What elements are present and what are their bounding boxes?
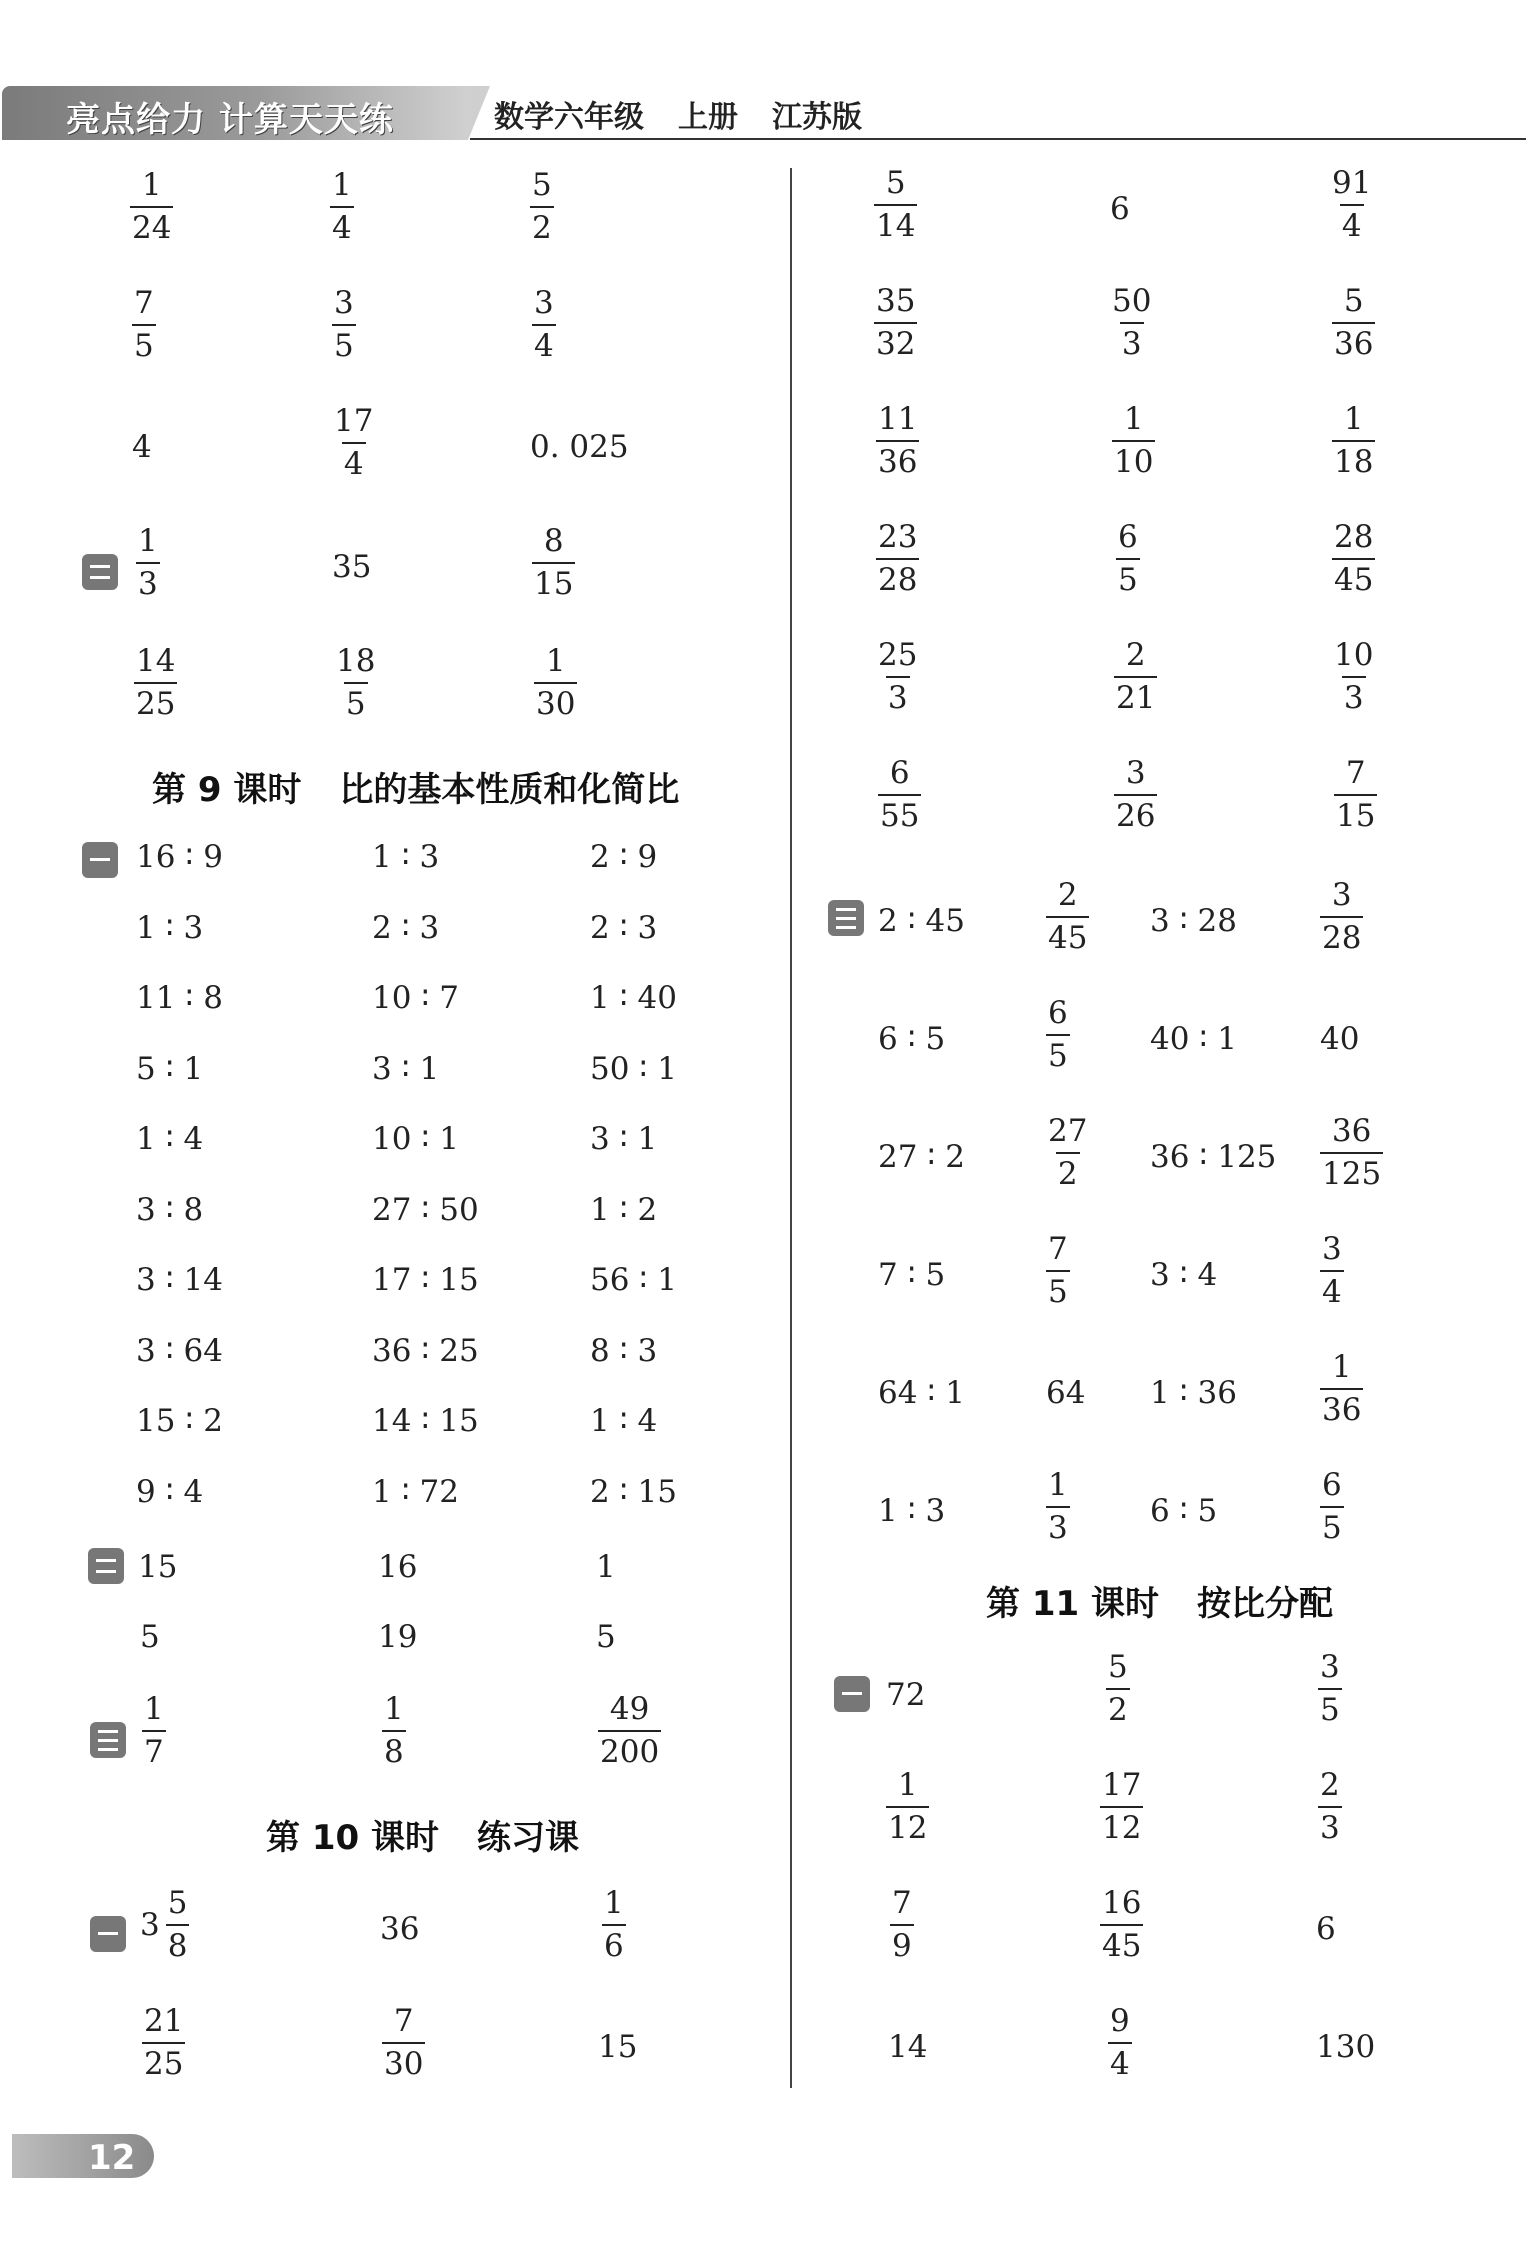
part-one-marker bbox=[834, 1676, 870, 1712]
part-three-marker bbox=[828, 900, 864, 936]
ratio-answer: 64 bbox=[1046, 1375, 1086, 1411]
ratio-answer: 27 ∶ 50 bbox=[372, 1192, 479, 1228]
part-two-marker bbox=[88, 1548, 124, 1584]
answer-fraction: $\frac{1}{6}$ bbox=[604, 1885, 624, 1964]
answer-value: 15 bbox=[598, 2029, 638, 2065]
ratio-answer: 16 ∶ 9 bbox=[136, 839, 223, 875]
mixed-number: 3 $\frac{5}{8}$ bbox=[140, 1885, 188, 1964]
answer-fraction: $\frac{16}{45}$ bbox=[1102, 1885, 1142, 1964]
answer-fraction: $\frac{50}{3}$ bbox=[1112, 283, 1152, 362]
ratio-answer: 36 ∶ 125 bbox=[1150, 1139, 1277, 1175]
answer-fraction: $\frac{7}{30}$ bbox=[384, 2003, 424, 2082]
answer-fraction: $\frac{49}{200}$ bbox=[600, 1691, 660, 1770]
answer-fraction: $\frac{1}{3}$ bbox=[1048, 1467, 1068, 1546]
part-one-marker bbox=[82, 842, 118, 878]
ratio-answer: 40 ∶ 1 bbox=[1150, 1021, 1237, 1057]
answer-value: 15 bbox=[138, 1549, 178, 1585]
answer-value: 14 bbox=[888, 2029, 928, 2065]
header-subject: 数学六年级 bbox=[494, 100, 644, 135]
ratio-answer: 3 ∶ 1 bbox=[590, 1121, 658, 1157]
answer-fraction: $\frac{5}{36}$ bbox=[1334, 283, 1374, 362]
answer-fraction: $\frac{3}{4}$ bbox=[534, 285, 554, 364]
answer-value: 4 bbox=[132, 429, 152, 465]
answer-value: 36 bbox=[380, 1911, 420, 1947]
answer-fraction: $\frac{7}{5}$ bbox=[134, 285, 154, 364]
answer-fraction: $\frac{18}{5}$ bbox=[336, 643, 376, 722]
ratio-answer: 6 ∶ 5 bbox=[1150, 1493, 1218, 1529]
ratio-answer: 2 ∶ 9 bbox=[590, 839, 658, 875]
ratio-answer: 2 ∶ 45 bbox=[878, 903, 965, 939]
answer-value: 5 bbox=[140, 1619, 160, 1655]
answer-value: 40 bbox=[1320, 1021, 1360, 1057]
page-number: 12 bbox=[88, 2138, 136, 2178]
answer-fraction: $\frac{2}{45}$ bbox=[1048, 877, 1088, 956]
brand-title: 亮点给力 计算天天练 bbox=[66, 100, 394, 140]
answer-value: 5 bbox=[596, 1619, 616, 1655]
ratio-answer: 1 ∶ 3 bbox=[372, 839, 440, 875]
ratio-answer: 50 ∶ 1 bbox=[590, 1051, 677, 1087]
answer-value: 1 bbox=[596, 1549, 616, 1585]
answer-fraction: $\frac{3}{5}$ bbox=[334, 285, 354, 364]
answer-fraction: $\frac{3}{5}$ bbox=[1320, 1649, 1340, 1728]
answer-value: 6 bbox=[1316, 1911, 1336, 1947]
answer-fraction: $\frac{1}{24}$ bbox=[132, 167, 172, 246]
header-rule bbox=[470, 138, 1526, 140]
answer-fraction: $\frac{1}{18}$ bbox=[1334, 401, 1374, 480]
answer-fraction: $\frac{2}{3}$ bbox=[1320, 1767, 1340, 1846]
ratio-answer: 3 ∶ 64 bbox=[136, 1333, 223, 1369]
answer-fraction: $\frac{1}{10}$ bbox=[1114, 401, 1154, 480]
answer-fraction: $\frac{7}{9}$ bbox=[892, 1885, 912, 1964]
ratio-answer: 10 ∶ 1 bbox=[372, 1121, 459, 1157]
answer-fraction: $\frac{6}{5}$ bbox=[1048, 995, 1068, 1074]
answer-fraction: $\frac{17}{4}$ bbox=[334, 403, 374, 482]
column-divider bbox=[790, 168, 792, 2088]
ratio-answer: 56 ∶ 1 bbox=[590, 1262, 677, 1298]
answer-fraction: $\frac{5}{2}$ bbox=[532, 167, 552, 246]
answer-value: 16 bbox=[378, 1549, 418, 1585]
answer-fraction: $\frac{27}{2}$ bbox=[1048, 1113, 1088, 1192]
answer-fraction: $\frac{6}{5}$ bbox=[1118, 519, 1138, 598]
answer-value: 35 bbox=[332, 549, 372, 585]
answer-fraction: $\frac{9}{4}$ bbox=[1110, 2003, 1130, 2082]
header-edition: 江苏版 bbox=[772, 100, 862, 135]
answer-fraction: $\frac{36}{125}$ bbox=[1322, 1113, 1382, 1192]
ratio-answer: 2 ∶ 15 bbox=[590, 1474, 677, 1510]
answer-fraction: $\frac{6}{5}$ bbox=[1322, 1467, 1342, 1546]
ratio-answer: 6 ∶ 5 bbox=[878, 1021, 946, 1057]
ratio-answer: 3 ∶ 4 bbox=[1150, 1257, 1218, 1293]
ratio-answer: 2 ∶ 3 bbox=[590, 910, 658, 946]
answer-fraction: $\frac{17}{12}$ bbox=[1102, 1767, 1142, 1846]
answer-fraction: $\frac{8}{15}$ bbox=[534, 523, 574, 602]
answer-fraction: $\frac{3}{28}$ bbox=[1322, 877, 1362, 956]
answer-fraction: $\frac{91}{4}$ bbox=[1332, 165, 1372, 244]
answer-fraction: $\frac{35}{32}$ bbox=[876, 283, 916, 362]
answer-fraction: $\frac{1}{8}$ bbox=[384, 1691, 404, 1770]
answer-fraction: $\frac{1}{4}$ bbox=[332, 167, 352, 246]
answer-fraction: $\frac{1}{12}$ bbox=[888, 1767, 928, 1846]
ratio-answer: 1 ∶ 3 bbox=[878, 1493, 946, 1529]
answer-fraction: $\frac{10}{3}$ bbox=[1334, 637, 1374, 716]
part-three-marker bbox=[90, 1722, 126, 1758]
answer-fraction: $\frac{3}{4}$ bbox=[1322, 1231, 1342, 1310]
answer-fraction: $\frac{5}{2}$ bbox=[1108, 1649, 1128, 1728]
answer-value: 0. 025 bbox=[530, 429, 629, 465]
ratio-answer: 1 ∶ 4 bbox=[590, 1403, 658, 1439]
answer-fraction: $\frac{1}{3}$ bbox=[138, 523, 158, 602]
section-heading-lesson10: 第 10 课时 练习课 bbox=[266, 1818, 579, 1858]
ratio-answer: 1 ∶ 4 bbox=[136, 1121, 204, 1157]
ratio-answer: 9 ∶ 4 bbox=[136, 1474, 204, 1510]
ratio-answer: 36 ∶ 25 bbox=[372, 1333, 479, 1369]
answer-fraction: $\frac{21}{25}$ bbox=[144, 2003, 184, 2082]
ratio-answer: 3 ∶ 1 bbox=[372, 1051, 440, 1087]
answer-fraction: $\frac{23}{28}$ bbox=[878, 519, 918, 598]
ratio-answer: 5 ∶ 1 bbox=[136, 1051, 204, 1087]
ratio-answer: 15 ∶ 2 bbox=[136, 1403, 223, 1439]
ratio-answer: 7 ∶ 5 bbox=[878, 1257, 946, 1293]
ratio-answer: 3 ∶ 14 bbox=[136, 1262, 223, 1298]
header-info bbox=[494, 92, 896, 136]
answer-fraction: $\frac{2}{21}$ bbox=[1116, 637, 1156, 716]
answer-fraction: $\frac{7}{5}$ bbox=[1048, 1231, 1068, 1310]
answer-fraction: $\frac{1}{36}$ bbox=[1322, 1349, 1362, 1428]
answer-fraction: $\frac{7}{15}$ bbox=[1336, 755, 1376, 834]
ratio-answer: 3 ∶ 28 bbox=[1150, 903, 1237, 939]
ratio-answer: 17 ∶ 15 bbox=[372, 1262, 479, 1298]
section-heading-lesson9: 第 9 课时 比的基本性质和化简比 bbox=[152, 770, 680, 810]
answer-fraction: $\frac{1}{30}$ bbox=[536, 643, 576, 722]
part-one-marker bbox=[90, 1916, 126, 1952]
ratio-answer: 10 ∶ 7 bbox=[372, 980, 459, 1016]
answer-fraction: $\frac{28}{45}$ bbox=[1334, 519, 1374, 598]
answer-value: 6 bbox=[1110, 191, 1130, 227]
answer-fraction: $\frac{1}{7}$ bbox=[144, 1691, 164, 1770]
section-heading-lesson11: 第 11 课时 按比分配 bbox=[986, 1584, 1333, 1624]
answer-fraction: $\frac{3}{26}$ bbox=[1116, 755, 1156, 834]
answer-fraction: $\frac{5}{14}$ bbox=[876, 165, 916, 244]
ratio-answer: 3 ∶ 8 bbox=[136, 1192, 204, 1228]
ratio-answer: 1 ∶ 3 bbox=[136, 910, 204, 946]
ratio-answer: 1 ∶ 36 bbox=[1150, 1375, 1237, 1411]
ratio-answer: 14 ∶ 15 bbox=[372, 1403, 479, 1439]
answer-fraction: $\frac{14}{25}$ bbox=[136, 643, 176, 722]
ratio-answer: 27 ∶ 2 bbox=[878, 1139, 965, 1175]
ratio-answer: 1 ∶ 2 bbox=[590, 1192, 658, 1228]
ratio-answer: 1 ∶ 72 bbox=[372, 1474, 459, 1510]
header-volume: 上册 bbox=[678, 100, 738, 135]
answer-fraction: $\frac{6}{55}$ bbox=[880, 755, 920, 834]
ratio-answer: 8 ∶ 3 bbox=[590, 1333, 658, 1369]
ratio-answer: 1 ∶ 40 bbox=[590, 980, 677, 1016]
answer-value: 130 bbox=[1316, 2029, 1376, 2065]
ratio-answer: 2 ∶ 3 bbox=[372, 910, 440, 946]
ratio-answer: 11 ∶ 8 bbox=[136, 980, 223, 1016]
answer-fraction: $\frac{11}{36}$ bbox=[878, 401, 918, 480]
ratio-answer: 64 ∶ 1 bbox=[878, 1375, 965, 1411]
answer-value: 19 bbox=[378, 1619, 418, 1655]
part-two-marker bbox=[82, 554, 118, 590]
answer-fraction: $\frac{25}{3}$ bbox=[878, 637, 918, 716]
answer-value: 72 bbox=[886, 1677, 926, 1713]
